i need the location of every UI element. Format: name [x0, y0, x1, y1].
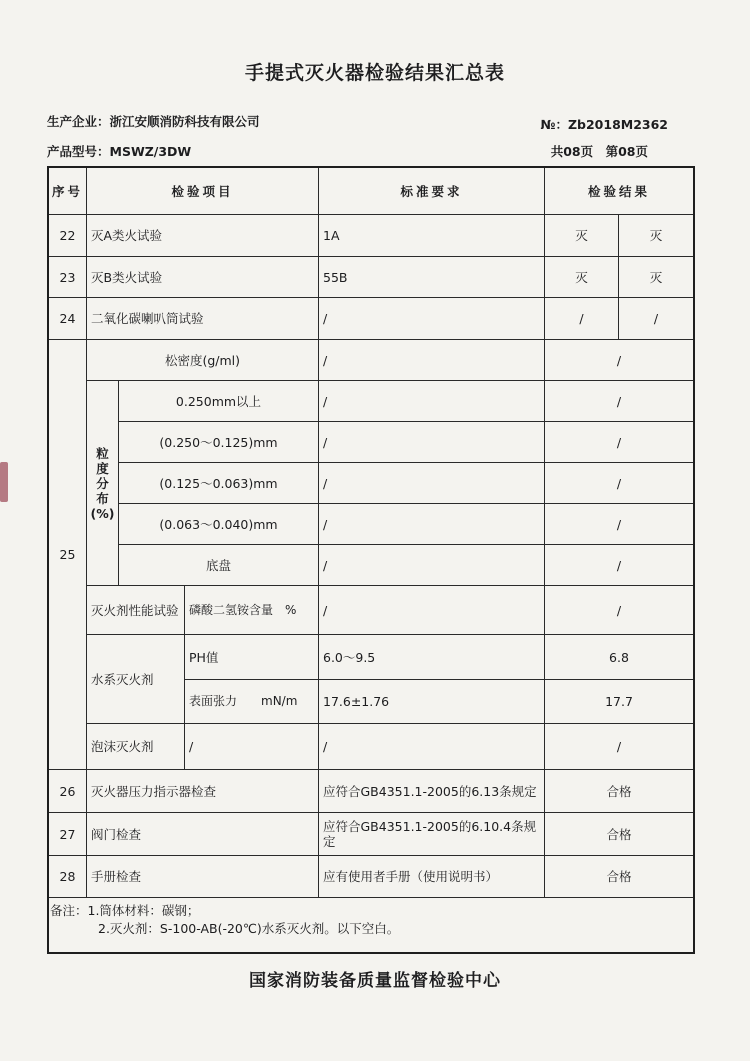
row-requirement: 1A [319, 215, 545, 257]
row-no: 28 [49, 856, 87, 898]
row-result: / [545, 422, 693, 463]
row-result: / [545, 463, 693, 504]
row-result: / [545, 586, 693, 635]
row-no: 27 [49, 813, 87, 856]
row-item: 灭A类火试验 [87, 215, 319, 257]
manufacturer: 生产企业：浙江安顺消防科技有限公司 [47, 114, 260, 129]
surface-tension-item: 表面张力 mN/m [185, 680, 319, 724]
row-result: / [619, 298, 693, 340]
row-result: 灭 [619, 215, 693, 257]
row-result: 合格 [545, 856, 693, 898]
row-no: 25 [49, 340, 87, 770]
row-requirement: / [319, 422, 545, 463]
issuing-organization: 国家消防装备质量监督检验中心 [249, 971, 501, 991]
header-item: 检验项目 [87, 168, 319, 215]
agent-performance-label: 灭火剂性能试验 [87, 586, 185, 635]
row-result: 灭 [545, 257, 619, 298]
page-title: 手提式灭火器检验结果汇总表 [244, 62, 505, 84]
row-requirement: 55B [319, 257, 545, 298]
particle-item: (0.063～0.040)mm [119, 504, 319, 545]
row-item: 二氧化碳喇叭筒试验 [87, 298, 319, 340]
row-item: 灭B类火试验 [87, 257, 319, 298]
foam-agent-label: 泡沫灭火剂 [87, 724, 185, 770]
header-result: 检验结果 [545, 168, 693, 215]
row-result: / [545, 724, 693, 770]
label-char: 分 [96, 475, 109, 491]
header-no: 序号 [49, 168, 87, 215]
row-requirement: 应符合GB4351.1-2005的6.13条规定 [319, 770, 545, 813]
remarks [50, 902, 690, 938]
particle-distribution-label [87, 381, 119, 586]
header-requirement: 标准要求 [319, 168, 545, 215]
agent-performance-item: 磷酸二氢铵含量 % [185, 586, 319, 635]
margin-mark [0, 462, 8, 502]
bulk-density-item: 松密度(g/ml) [87, 340, 319, 381]
row-result: 灭 [545, 215, 619, 257]
row-requirement: / [319, 504, 545, 545]
row-result: / [545, 298, 619, 340]
label-char: (%) [90, 505, 115, 521]
row-requirement: / [319, 545, 545, 586]
particle-item: (0.125～0.063)mm [119, 463, 319, 504]
row-result: / [545, 340, 693, 381]
row-requirement: / [319, 381, 545, 422]
foam-agent-item: / [185, 724, 319, 770]
row-result: 合格 [545, 813, 693, 856]
remark-line: 2.灭火剂：S-100-AB(-20℃)水系灭火剂。以下空白。 [98, 921, 400, 936]
remark-line: 备注：1.筒体材料：碳钢； [50, 903, 200, 918]
label-char: 粒 [96, 445, 109, 461]
page-count: 共08页 第08页 [550, 144, 648, 159]
particle-item: (0.250～0.125)mm [119, 422, 319, 463]
row-requirement: 应有使用者手册（使用说明书） [319, 856, 545, 898]
row-requirement: / [319, 463, 545, 504]
label-char: 度 [96, 460, 109, 476]
row-result: 17.7 [545, 680, 693, 724]
report-number: №：Zb2018M2362 [540, 117, 668, 132]
row-requirement: / [319, 586, 545, 635]
row-requirement: 6.0～9.5 [319, 635, 545, 680]
row-requirement: / [319, 298, 545, 340]
product-model: 产品型号：MSWZ/3DW [47, 144, 192, 159]
row-requirement: / [319, 340, 545, 381]
row-no: 26 [49, 770, 87, 813]
row-result: 6.8 [545, 635, 693, 680]
row-result: 合格 [545, 770, 693, 813]
row-result: / [545, 545, 693, 586]
row-no: 24 [49, 298, 87, 340]
row-result: / [545, 381, 693, 422]
row-item: 手册检查 [87, 856, 319, 898]
row-requirement: 应符合GB4351.1-2005的6.10.4条规定 [319, 813, 545, 856]
row-item: 阀门检查 [87, 813, 319, 856]
results-table [47, 166, 695, 954]
row-result: 灭 [619, 257, 693, 298]
water-agent-label: 水系灭火剂 [87, 635, 185, 724]
particle-item: 底盘 [119, 545, 319, 586]
row-item: 灭火器压力指示器检查 [87, 770, 319, 813]
row-no: 23 [49, 257, 87, 298]
row-requirement: 17.6±1.76 [319, 680, 545, 724]
row-requirement: / [319, 724, 545, 770]
particle-item: 0.250mm以上 [119, 381, 319, 422]
label-char: 布 [96, 490, 109, 506]
row-no: 22 [49, 215, 87, 257]
ph-item: PH值 [185, 635, 319, 680]
row-result: / [545, 504, 693, 545]
